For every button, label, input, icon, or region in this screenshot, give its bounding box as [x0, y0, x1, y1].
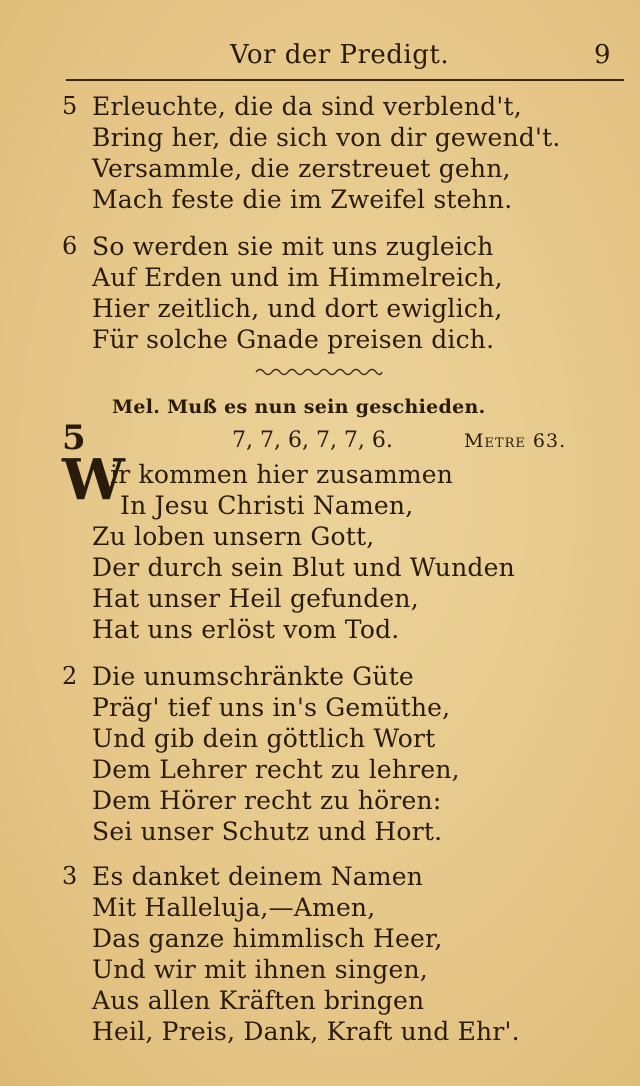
verse-line: So werden sie mit uns zugleich	[92, 232, 494, 261]
metre-label: Metre 63.	[464, 430, 567, 452]
verse-line: Hat uns erlöst vom Tod.	[92, 615, 400, 644]
verse-line: Heil, Preis, Dank, Kraft und Ehr'.	[92, 1017, 520, 1046]
verse-line: Auf Erden und im Himmelreich,	[92, 263, 503, 292]
wavy-ornament-icon	[254, 366, 384, 378]
verse-line: Mit Halleluja,—Amen,	[92, 893, 376, 922]
verse-line: ir kommen hier zusammen	[110, 460, 454, 489]
verse-line: Der durch sein Blut und Wunden	[92, 553, 515, 582]
verse-line: Präg' tief uns in's Gemüthe,	[92, 693, 451, 722]
verse-line: Die unumschränkte Güte	[92, 662, 414, 691]
verse-line: Dem Lehrer recht zu lehren,	[92, 755, 460, 784]
verse-line: In Jesu Christi Namen,	[120, 491, 414, 520]
header-rule	[66, 79, 624, 81]
verse-line: Bring her, die sich von dir gewend't.	[92, 123, 561, 152]
verse-line: Dem Hörer recht zu hören:	[92, 786, 442, 815]
verse-line: Und gib dein göttlich Wort	[92, 724, 436, 753]
verse-line: Aus allen Kräften bringen	[92, 986, 425, 1015]
verse-line: Und wir mit ihnen singen,	[92, 955, 428, 984]
tune-reference: Mel. Muß es nun sein geschieden.	[112, 396, 486, 418]
verse-line: Versammle, die zerstreuet gehn,	[92, 154, 511, 183]
verse-line: Zu loben unsern Gott,	[92, 522, 375, 551]
verse-line: Es danket deinem Namen	[92, 862, 424, 891]
verse-line: Sei unser Schutz und Hort.	[92, 817, 443, 846]
verse-line: Für solche Gnade preisen dich.	[92, 325, 495, 354]
verse-number: 6	[62, 232, 78, 260]
hymn-number: 5	[62, 418, 86, 458]
meter-pattern: 7, 7, 6, 7, 7, 6.	[232, 428, 393, 453]
drop-cap: W	[62, 447, 125, 513]
verse-line: Hier zeitlich, und dort ewiglich,	[92, 294, 503, 323]
verse-line: Mach feste die im Zweifel stehn.	[92, 185, 513, 214]
verse-line: Hat unser Heil gefunden,	[92, 584, 419, 613]
verse-line: Das ganze himmlisch Heer,	[92, 924, 443, 953]
running-header-title: Vor der Predigt.	[230, 40, 450, 70]
verse-number: 5	[62, 92, 78, 120]
verse-number: 3	[62, 862, 78, 890]
verse-number: 2	[62, 662, 78, 690]
verse-line: Erleuchte, die da sind verblend't,	[92, 92, 522, 121]
page-number: 9	[594, 40, 611, 70]
